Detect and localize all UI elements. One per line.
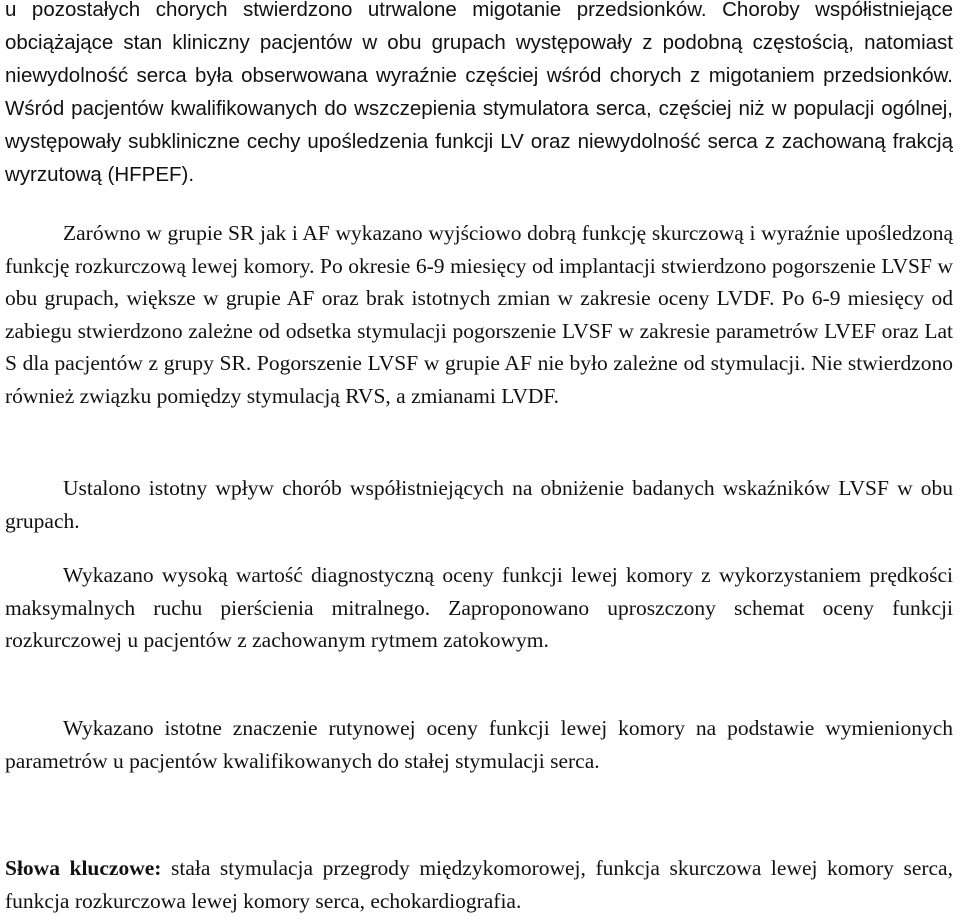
- keywords-label: Słowa kluczowe:: [5, 856, 162, 880]
- paragraph-diagnostic-value: Wykazano wysoką wartość diagnostyczną oceny funkcji lewej komory z wykorzystaniem prędkości maksymalnych ruchu pierścienia mitralnego. Zaproponowano uproszczony schemat oceny funkcji rozkurczowej u pacjentów z zachowanym rytmem zatokowym.: [5, 563, 953, 652]
- keywords-list: stała stymulacja przegrody międzykomorowej, funkcja skurczowa lewej komory serca, funkcja rozkurczowa lewej komory serca, echokardiografia.: [5, 856, 953, 913]
- paragraph-comorbidities: Ustalono istotny wpływ chorób współistniejących na obniżenie badanych wskaźników LVSF w obu grupach.: [5, 476, 953, 533]
- keywords-paragraph: [5, 852, 953, 917]
- paragraph-sr-af-results: Zarówno w grupie SR jak i AF wykazano wyjściowo dobrą funkcję skurczową i wyraźnie upośledzoną funkcję rozkurczową lewej komory. Po okresie 6-9 miesięcy od implantacji stwierdzono pogorszenie LVSF w obu grupach, większe w grupie AF oraz brak istotnych zmian w zakresie oceny LVDF. Po 6-9 miesięcy od zabiegu stwierdzono zależne od odsetka stymulacji pogorszenie LVSF w zakresie parametrów LVEF oraz Lat S dla pacjentów z grupy SR. Pogorszenie LVSF w grupie AF nie było zależne od stymulacji. Nie stwierdzono również związku pomiędzy stymulacją RVS, a zmianami LVDF.: [5, 221, 953, 408]
- paragraph-significance: Wykazano istotne znaczenie rutynowej oceny funkcji lewej komory na podstawie wymienionych parametrów u pacjentów kwalifikowanych do stałej stymulacji serca.: [5, 716, 953, 773]
- paragraph-intro: u pozostałych chorych stwierdzono utrwalone migotanie przedsionków. Choroby współistniejące obciążające stan kliniczny pacjentów w obu grupach występowały z podobną częstością, natomiast niewydolność serca była obserwowana wyraźnie częściej wśród chorych z migotaniem przedsionków. Wśród pacjentów kwalifikowanych do wszczepienia stymulatora serca, częściej niż w populacji ogólnej, występowały subkliniczne cechy upośledzenia funkcji LV oraz niewydolność serca z zachowaną frakcją wyrzutową (HFPEF).: [5, 0, 953, 186]
